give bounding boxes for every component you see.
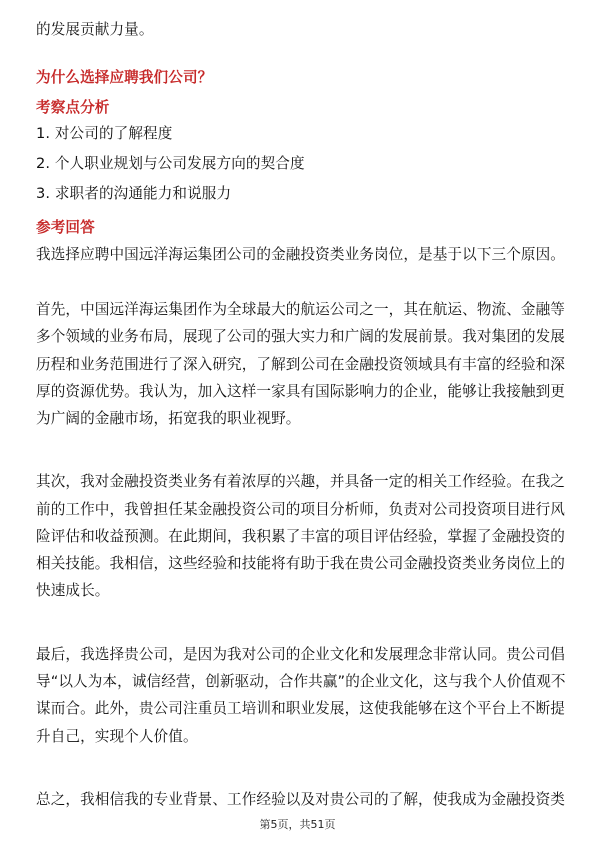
analysis-point: 3. 求职者的沟通能力和说服力 bbox=[36, 185, 232, 202]
page-number-footer: 第5页，共51页 bbox=[259, 818, 336, 831]
analysis-heading: 考察点分析 bbox=[36, 99, 110, 116]
question-heading: 为什么选择应聘我们公司？ bbox=[36, 69, 213, 86]
intro-tail-text: 的发展贡献力量。 bbox=[36, 21, 154, 38]
answer-line: 相关技能。我相信，这些经验和技能将有助于我在贵公司金融投资类业务岗位上的 bbox=[36, 555, 565, 572]
answer-line: 厚的资源优势。我认为，加入这样一家具有国际影响力的企业，能够让我接触到更 bbox=[36, 383, 565, 400]
answer-line: 快速成长。 bbox=[36, 582, 110, 599]
answer-line: 多个领域的业务布局，展现了公司的强大实力和广阔的发展前景。我对集团的发展 bbox=[36, 328, 565, 345]
answer-line: 首先，中国远洋海运集团作为全球最大的航运公司之一，其在航运、物流、金融等 bbox=[36, 301, 565, 318]
answer-line: 前的工作中，我曾担任某金融投资公司的项目分析师，负责对公司投资项目进行风 bbox=[36, 501, 565, 518]
answer-line: 升自己，实现个人价值。 bbox=[36, 728, 198, 745]
answer-line: 总之，我相信我的专业背景、工作经验以及对贵公司的了解，使我成为金融投资类 bbox=[36, 791, 565, 808]
answer-line: 最后，我选择贵公司，是因为我对公司的企业文化和发展理念非常认同。贵公司倡 bbox=[36, 646, 565, 663]
answer-heading: 参考回答 bbox=[36, 219, 95, 236]
answer-line: 为广阔的金融市场，拓宽我的职业视野。 bbox=[36, 410, 301, 427]
analysis-point: 1. 对公司的了解程度 bbox=[36, 125, 173, 142]
answer-line: 历程和业务范围进行了深入研究，了解到公司在金融投资领域具有丰富的经验和深 bbox=[36, 356, 565, 373]
analysis-point: 2. 个人职业规划与公司发展方向的契合度 bbox=[36, 155, 305, 172]
answer-line: 我选择应聘中国远洋海运集团公司的金融投资类业务岗位，是基于以下三个原因。 bbox=[36, 246, 565, 263]
answer-line: 导“以人为本，诚信经营，创新驱动，合作共赢”的企业文化，这与我个人价值观不 bbox=[36, 673, 566, 690]
answer-line: 谋而合。此外，贵公司注重员工培训和职业发展，这使我能够在这个平台上不断提 bbox=[36, 700, 565, 717]
answer-line: 险评估和收益预测。在此期间，我积累了丰富的项目评估经验，掌握了金融投资的 bbox=[36, 528, 565, 545]
answer-line: 其次，我对金融投资类业务有着浓厚的兴趣，并具备一定的相关工作经验。在我之 bbox=[36, 473, 565, 490]
